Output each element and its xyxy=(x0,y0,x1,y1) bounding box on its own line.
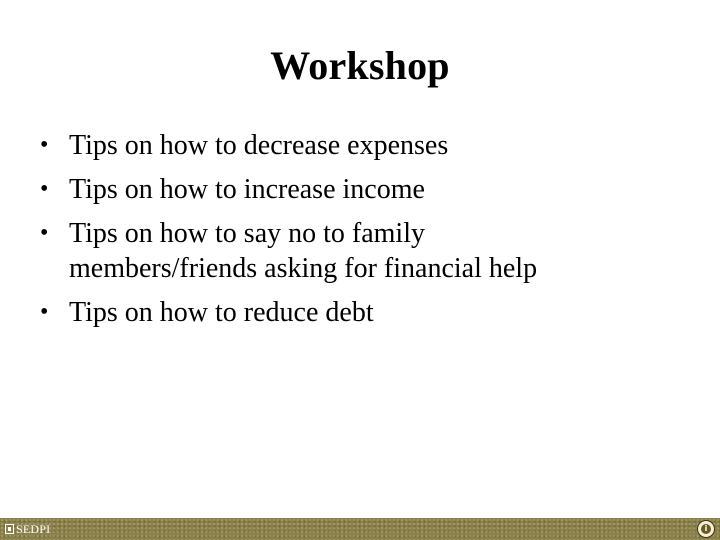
sedpi-logo xyxy=(5,521,50,537)
bullet-list xyxy=(40,128,680,339)
bullet-item xyxy=(40,128,680,163)
bullet-dot-icon: • xyxy=(40,299,49,325)
bullet-dot-icon: • xyxy=(40,220,49,246)
bullet-dot-icon: • xyxy=(40,176,49,202)
slide-title: Workshop xyxy=(270,43,450,88)
bullet-item xyxy=(40,216,680,286)
bullet-text-line-2: members/friends asking for financial help xyxy=(69,253,538,284)
info-icon[interactable] xyxy=(697,520,715,538)
bullet-item xyxy=(40,172,680,207)
logo-mark-icon xyxy=(5,524,14,534)
bullet-dot-icon: • xyxy=(40,132,49,158)
bullet-item xyxy=(40,295,680,330)
logo-text: SEDPI xyxy=(16,522,51,536)
bullet-text: Tips on how to increase income xyxy=(69,174,425,205)
info-glyph-icon: i xyxy=(701,524,711,534)
footer-bar xyxy=(0,518,720,540)
bullet-text: Tips on how to reduce debt xyxy=(69,297,374,328)
bullet-text-line-1: Tips on how to say no to family xyxy=(69,218,425,249)
bullet-text: Tips on how to decrease expenses xyxy=(69,130,449,161)
